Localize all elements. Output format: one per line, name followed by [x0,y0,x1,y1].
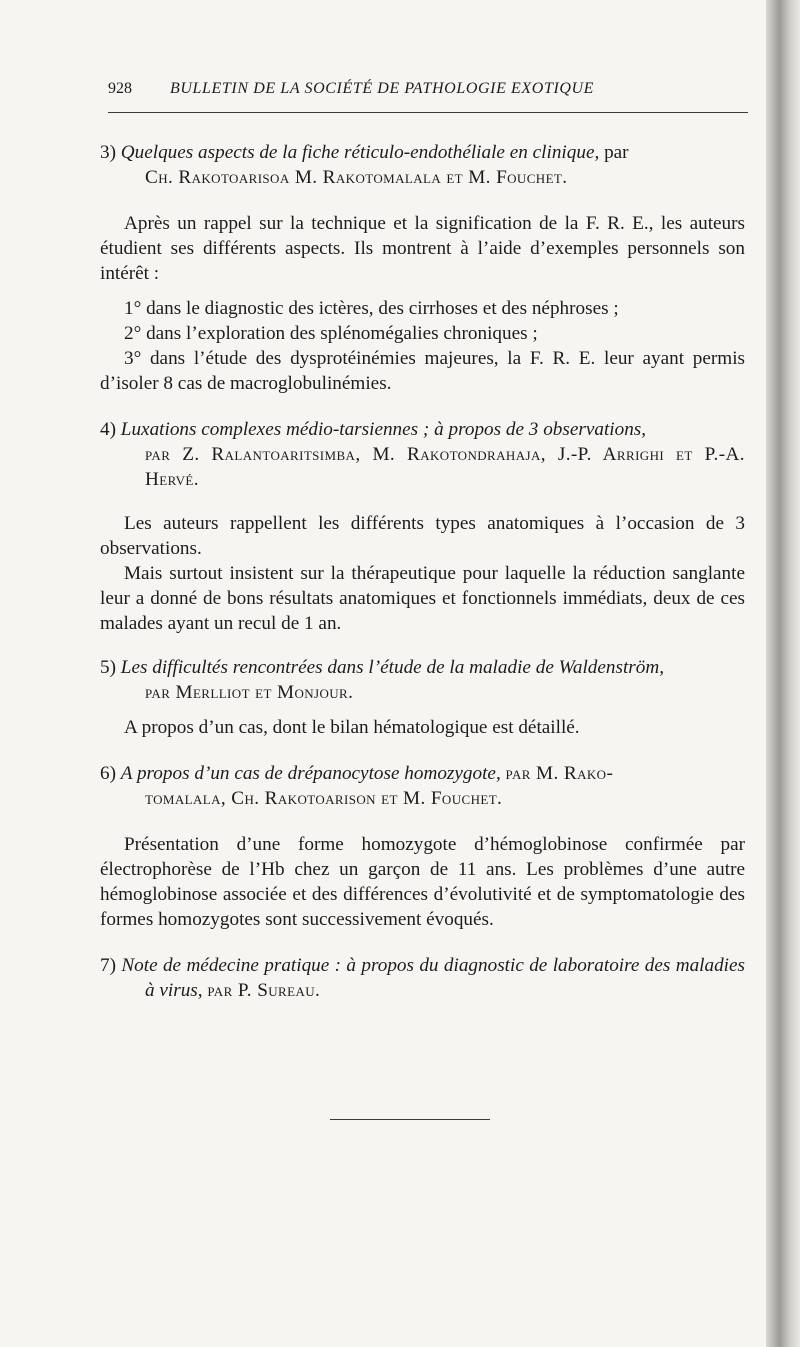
journal-title: BULLETIN DE LA SOCIÉTÉ DE PATHOLOGIE EXOTIQUE [170,80,595,97]
item-authors: par Z. Ralantoaritsimba, M. Rakotondrahaja, J.-P. Arrighi et P.-A. Hervé. [145,444,745,490]
item-title: Quelques aspects de la fiche réticulo-endothéliale en clinique, [120,142,600,163]
item-title: Note de médecine pratique : à propos du diagnostic de laboratoire des maladies à virus, [121,955,745,1001]
item-authors: tomalala, Ch. Rakotoarison et M. Fouchet. [145,788,503,809]
list-item: 1° dans le diagnostic des ictères, des cirrhoses et des néphroses ; [124,298,619,319]
abstract-item-6 [100,761,745,932]
item-number: 4) [100,419,116,440]
header-rule [108,112,748,113]
item-number: 5) [100,657,116,678]
item-par: par P. Sureau. [207,980,321,1001]
page-edge-shadow [766,0,800,1347]
item-paragraph: A propos d’un cas, dont le bilan hématologique est détaillé. [124,717,580,738]
item-number: 7) [100,955,116,976]
list-item: 2° dans l’exploration des splénomégalies chroniques ; [124,323,538,344]
item-paragraph: Mais surtout insistent sur la thérapeutique pour laquelle la réduction sanglante leur a donné de bons résultats anatomiques et fonctionnels immédiats, deux de ces malades ayant un recul de 1 an. [100,563,745,634]
item-authors: par Merlliot et Monjour. [145,682,354,703]
abstract-item-4 [100,417,745,636]
running-header [108,80,748,98]
item-number: 3) [100,142,116,163]
item-authors: Ch. Rakotoarisoa M. Rakotomalala et M. Fouchet. [145,167,568,188]
item-number: 6) [100,763,116,784]
item-paragraph: Après un rappel sur la technique et la signification de la F. R. E., les auteurs étudient ses différents aspects. Ils montrent à l’aide d’exemples personnels son intérêt : [100,213,745,284]
abstract-item-3 [100,140,745,396]
section-end-rule [330,1119,490,1120]
item-title: Les difficultés rencontrées dans l’étude de la maladie de Waldenström, [120,657,664,678]
article-body [100,140,745,1003]
item-paragraph: Les auteurs rappellent les différents types anatomiques à l’occasion de 3 observations. [100,513,745,559]
abstract-item-5 [100,655,745,740]
item-title: A propos d’un cas de drépanocytose homozygote, [120,763,501,784]
item-par: par [604,142,629,163]
abstract-item-7 [100,953,745,1003]
item-par: par M. Rako- [505,763,614,784]
page-number: 928 [108,80,132,97]
item-paragraph: Présentation d’une forme homozygote d’hémoglobinose confirmée par électrophorèse de l’Hb chez un garçon de 11 ans. Les problèmes d’une autre hémoglobinose associée et des différences d’évolutivité et de symptomatologie des formes homozygotes sont successivement évoqués. [100,834,745,930]
list-item: 3° dans l’étude des dysprotéinémies majeures, la F. R. E. leur ayant permis d’isoler 8 cas de macroglobulinémies. [100,348,745,394]
item-title: Luxations complexes médio-tarsiennes ; à propos de 3 observations, [120,419,647,440]
